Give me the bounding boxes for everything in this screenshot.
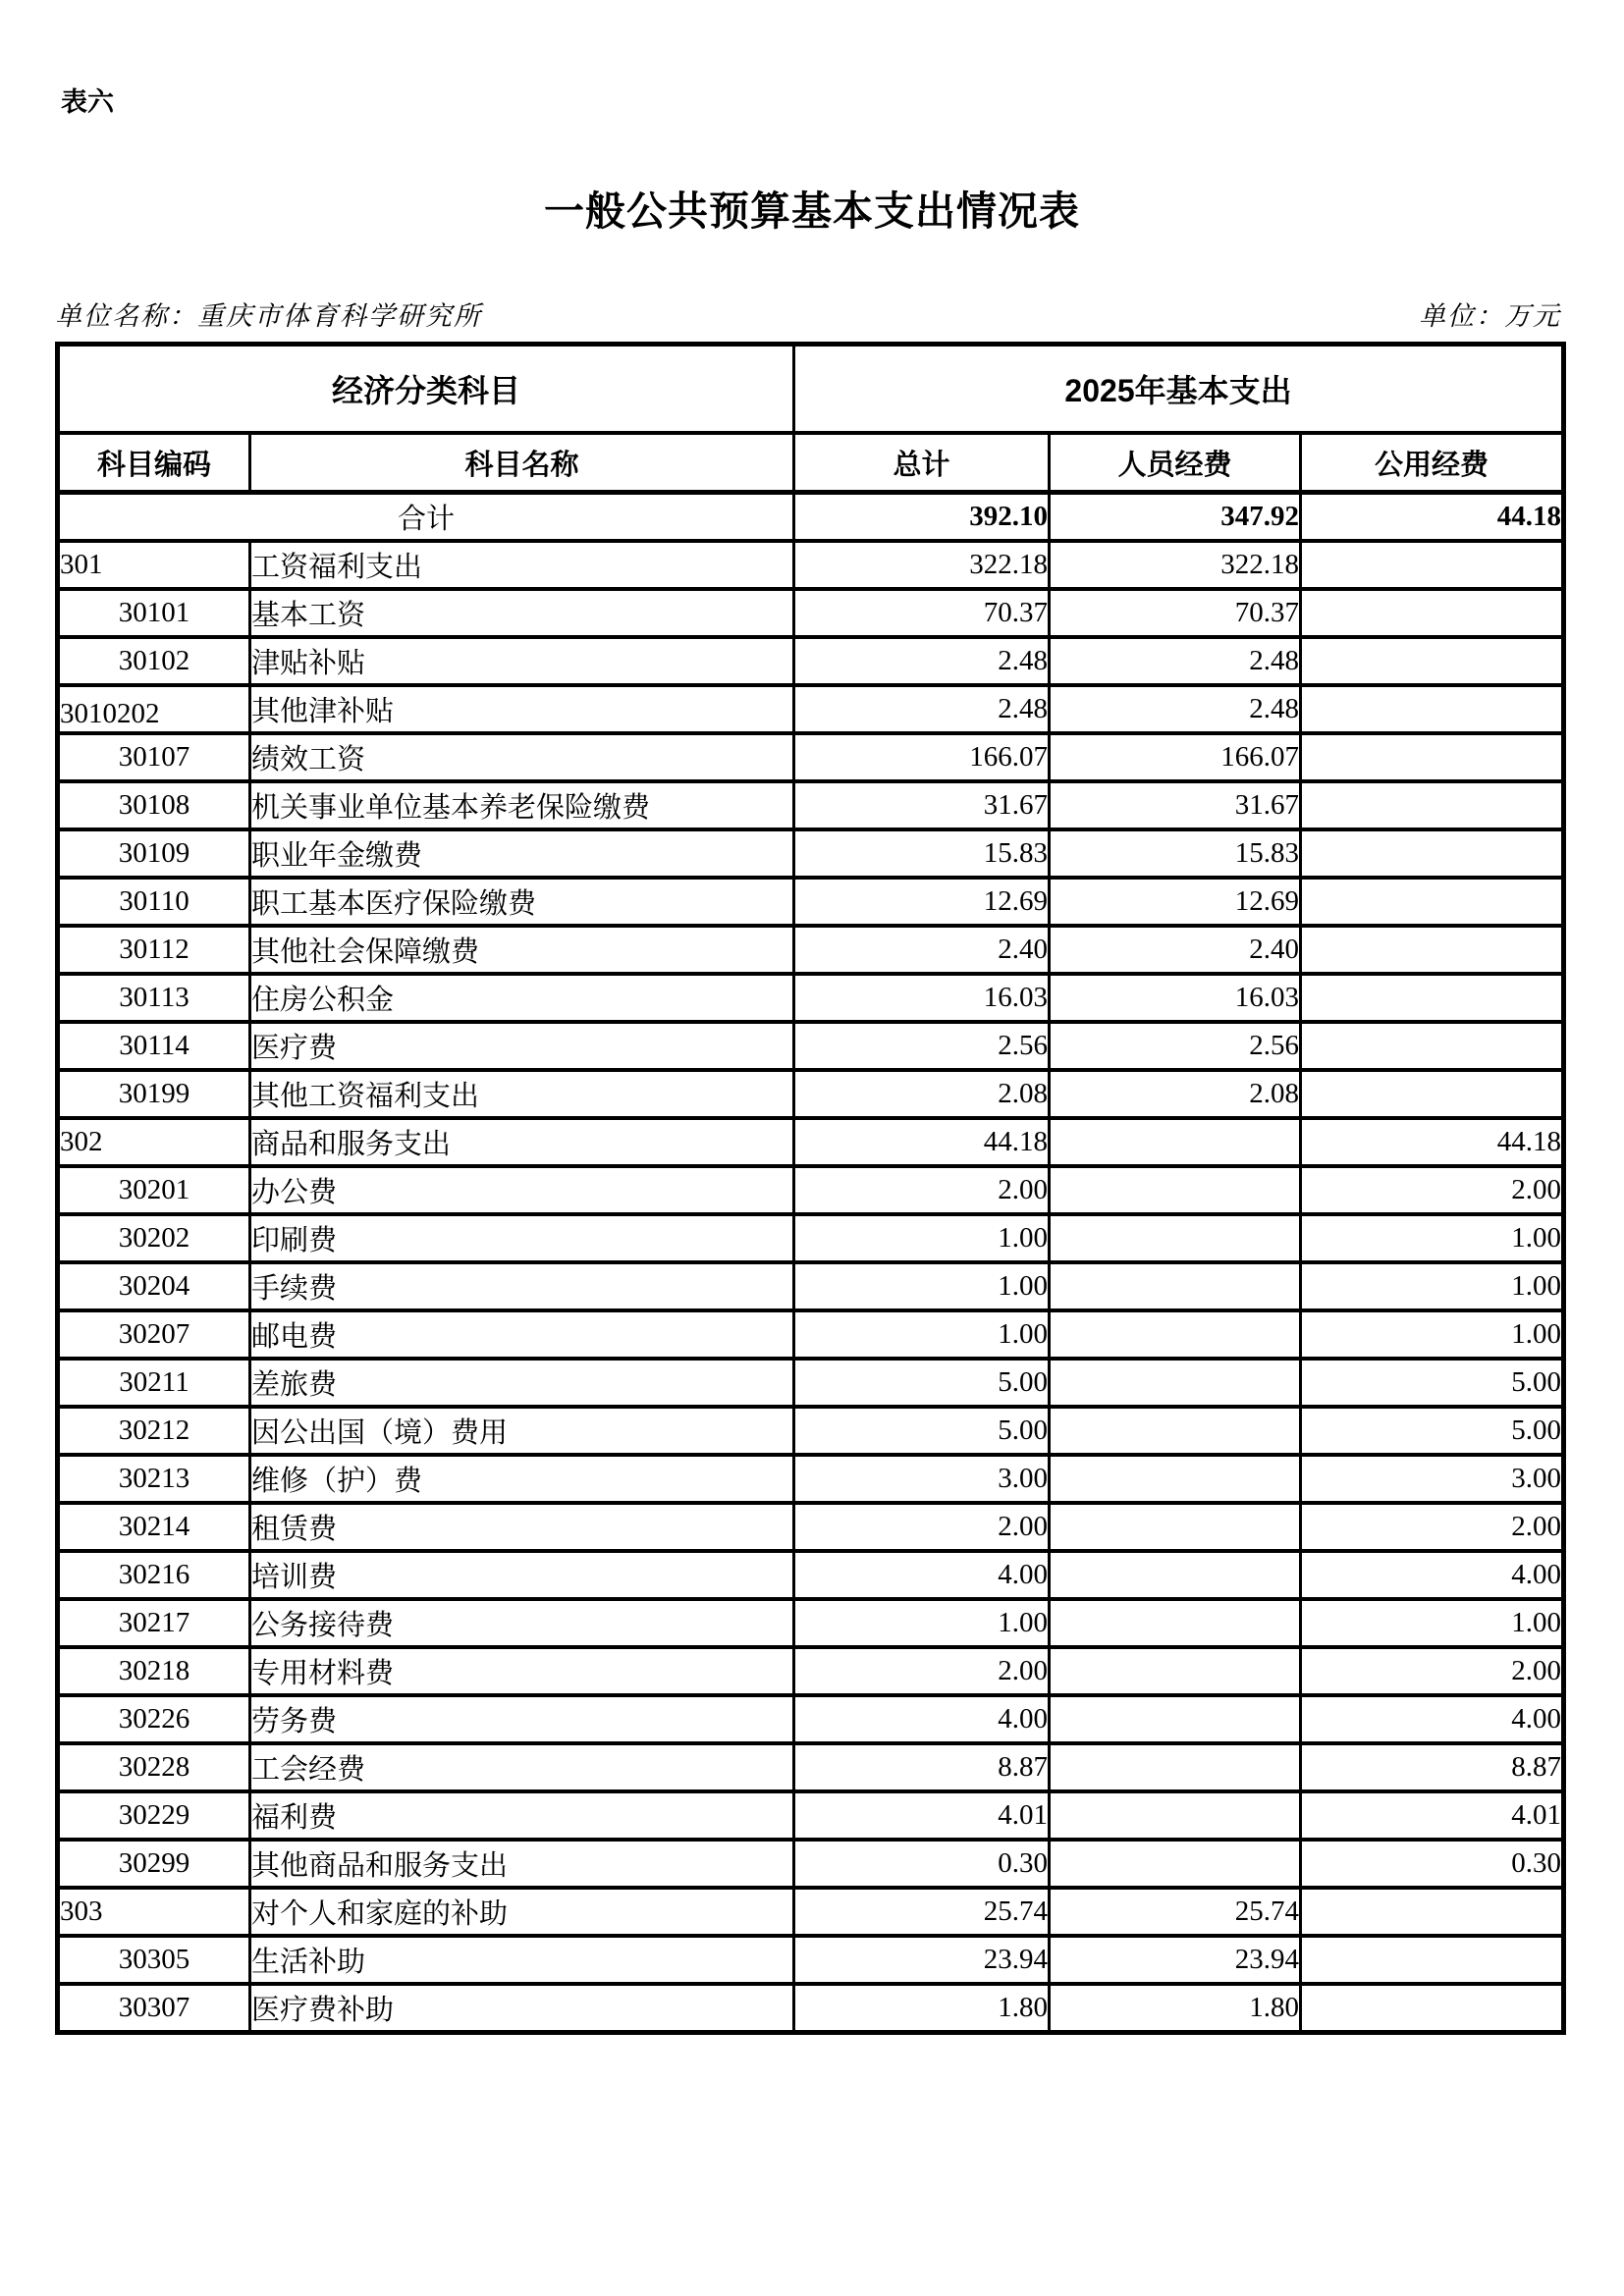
name-cell [250, 1984, 794, 2033]
code-cell [58, 589, 250, 637]
subject-name: 其他工资福利支出 [251, 1081, 480, 1112]
name-cell [250, 733, 794, 781]
personnel-cell [1050, 1791, 1301, 1840]
name-cell [250, 1551, 794, 1599]
name-cell [250, 878, 794, 926]
subject-name: 生活补助 [251, 1947, 366, 1978]
personnel-cell: 31.67 [1050, 781, 1301, 829]
total-cell: 322.18 [794, 541, 1050, 589]
name-cell [250, 1359, 794, 1407]
total-cell: 2.00 [794, 1166, 1050, 1214]
public-cell: 3.00 [1301, 1455, 1564, 1503]
subject-code: 30299 [118, 1847, 190, 1879]
unit-info-line [55, 294, 1561, 333]
personnel-cell: 2.48 [1050, 685, 1301, 733]
public-cell: 4.01 [1301, 1791, 1564, 1840]
total-cell: 4.00 [794, 1551, 1050, 1599]
public-cell [1301, 878, 1564, 926]
subject-code: 30213 [118, 1463, 190, 1494]
subject-name: 职工基本医疗保险缴费 [251, 888, 537, 920]
subject-code: 30226 [118, 1703, 190, 1735]
total-cell: 31.67 [794, 781, 1050, 829]
subject-name: 专用材料费 [251, 1658, 395, 1689]
personnel-cell [1050, 1599, 1301, 1647]
public-cell: 2.00 [1301, 1503, 1564, 1551]
subject-name: 机关事业单位基本养老保险缴费 [251, 792, 651, 824]
personnel-cell: 70.37 [1050, 589, 1301, 637]
column-header-name: 科目名称 [250, 433, 794, 493]
personnel-cell: 2.40 [1050, 926, 1301, 974]
name-cell [250, 1743, 794, 1791]
table-row [58, 1840, 1564, 1888]
code-cell [58, 1743, 250, 1791]
subject-name: 医疗费 [251, 1033, 338, 1064]
total-cell: 2.48 [794, 637, 1050, 685]
subject-code: 30228 [118, 1751, 190, 1783]
name-cell [250, 637, 794, 685]
name-cell [250, 1070, 794, 1118]
subject-code: 3010202 [60, 698, 160, 729]
public-cell: 1.00 [1301, 1599, 1564, 1647]
table-row [58, 781, 1564, 829]
code-cell [58, 1551, 250, 1599]
subject-code: 30204 [118, 1270, 190, 1302]
subject-code: 30218 [118, 1655, 190, 1686]
total-cell: 0.30 [794, 1840, 1050, 1888]
total-cell: 1.00 [794, 1310, 1050, 1359]
table-row [58, 1455, 1564, 1503]
code-cell [58, 685, 250, 733]
public-cell [1301, 733, 1564, 781]
name-cell [250, 1888, 794, 1936]
table-row [58, 1022, 1564, 1070]
name-cell [250, 1647, 794, 1695]
code-cell [58, 1455, 250, 1503]
subject-name: 医疗费补助 [251, 1995, 395, 2026]
subject-code: 30307 [118, 1992, 190, 2023]
name-cell [250, 541, 794, 589]
name-cell [250, 1214, 794, 1262]
total-cell: 2.48 [794, 685, 1050, 733]
table-row [58, 1599, 1564, 1647]
unit-name: 单位名称：重庆市体育科学研究所 [55, 301, 482, 331]
subject-name: 津贴补贴 [251, 648, 366, 679]
code-cell [58, 974, 250, 1022]
personnel-cell: 15.83 [1050, 829, 1301, 878]
subject-code: 30102 [118, 645, 190, 676]
personnel-cell: 1.80 [1050, 1984, 1301, 2033]
total-cell: 2.08 [794, 1070, 1050, 1118]
subject-name: 维修（护）费 [251, 1466, 423, 1497]
column-header-code: 科目编码 [58, 433, 250, 493]
personnel-cell: 2.48 [1050, 637, 1301, 685]
personnel-cell: 322.18 [1050, 541, 1301, 589]
subject-name: 职业年金缴费 [251, 840, 423, 872]
public-cell [1301, 589, 1564, 637]
total-cell: 166.07 [794, 733, 1050, 781]
column-header-public: 公用经费 [1301, 433, 1564, 493]
subject-code: 30305 [118, 1944, 190, 1975]
personnel-cell [1050, 1118, 1301, 1166]
sheet-tag: 表六 [61, 87, 114, 117]
code-cell [58, 878, 250, 926]
code-cell [58, 829, 250, 878]
subject-name: 对个人和家庭的补助 [251, 1898, 509, 1930]
code-cell [58, 1599, 250, 1647]
public-cell [1301, 1888, 1564, 1936]
name-cell [250, 1455, 794, 1503]
subject-name: 工资福利支出 [251, 552, 423, 583]
code-cell [58, 1888, 250, 1936]
total-cell: 25.74 [794, 1888, 1050, 1936]
table-row [58, 926, 1564, 974]
code-cell [58, 1118, 250, 1166]
code-cell [58, 1936, 250, 1984]
page-title: 一般公共预算基本支出情况表 [544, 188, 1080, 234]
total-cell: 2.40 [794, 926, 1050, 974]
name-cell [250, 589, 794, 637]
subject-code: 30112 [119, 934, 189, 965]
personnel-cell: 16.03 [1050, 974, 1301, 1022]
subject-code: 30229 [118, 1799, 190, 1831]
personnel-cell: 166.07 [1050, 733, 1301, 781]
table-row [58, 974, 1564, 1022]
public-cell [1301, 926, 1564, 974]
code-cell [58, 926, 250, 974]
public-cell: 4.00 [1301, 1695, 1564, 1743]
public-cell [1301, 1936, 1564, 1984]
total-cell: 1.00 [794, 1214, 1050, 1262]
name-cell [250, 1840, 794, 1888]
total-cell: 4.01 [794, 1791, 1050, 1840]
subject-name: 印刷费 [251, 1225, 338, 1256]
code-cell [58, 1840, 250, 1888]
total-cell: 1.00 [794, 1262, 1050, 1310]
personnel-cell [1050, 1455, 1301, 1503]
subject-code: 30199 [118, 1078, 190, 1109]
table-row [58, 1551, 1564, 1599]
total-cell: 23.94 [794, 1936, 1050, 1984]
table-row [58, 1407, 1564, 1455]
grand-total-public: 44.18 [1301, 493, 1564, 542]
column-header-total: 总计 [794, 433, 1050, 493]
table-row [58, 829, 1564, 878]
code-cell [58, 1647, 250, 1695]
total-cell: 15.83 [794, 829, 1050, 878]
header-economic-classification: 经济分类科目 [58, 345, 794, 434]
total-cell: 4.00 [794, 1695, 1050, 1743]
table-row [58, 1503, 1564, 1551]
table-row [58, 1743, 1564, 1791]
subject-name: 邮电费 [251, 1321, 338, 1353]
code-cell [58, 1791, 250, 1840]
budget-table [55, 342, 1566, 2035]
code-cell [58, 1070, 250, 1118]
header-group-row [58, 345, 1564, 434]
public-cell [1301, 974, 1564, 1022]
personnel-cell [1050, 1407, 1301, 1455]
subject-name: 商品和服务支出 [251, 1129, 452, 1160]
currency-unit: 单位：万元 [1419, 301, 1561, 331]
table-row [58, 541, 1564, 589]
subject-name: 住房公积金 [251, 985, 395, 1016]
table-body [58, 493, 1564, 2033]
code-cell [58, 1407, 250, 1455]
subject-code: 303 [60, 1896, 103, 1927]
total-cell: 1.00 [794, 1599, 1050, 1647]
code-cell [58, 637, 250, 685]
personnel-cell [1050, 1695, 1301, 1743]
subject-name: 绩效工资 [251, 744, 366, 775]
public-cell: 4.00 [1301, 1551, 1564, 1599]
name-cell [250, 1118, 794, 1166]
public-cell: 5.00 [1301, 1359, 1564, 1407]
table-row [58, 637, 1564, 685]
name-cell [250, 1936, 794, 1984]
personnel-cell [1050, 1214, 1301, 1262]
subject-code: 30217 [118, 1607, 190, 1638]
public-cell [1301, 781, 1564, 829]
total-cell: 5.00 [794, 1359, 1050, 1407]
code-cell [58, 1503, 250, 1551]
subject-name: 手续费 [251, 1273, 338, 1305]
personnel-cell: 2.08 [1050, 1070, 1301, 1118]
table-row [58, 589, 1564, 637]
table-row [58, 733, 1564, 781]
public-cell [1301, 637, 1564, 685]
public-cell [1301, 1070, 1564, 1118]
personnel-cell [1050, 1359, 1301, 1407]
code-cell [58, 1262, 250, 1310]
personnel-cell [1050, 1262, 1301, 1310]
table-row [58, 1118, 1564, 1166]
name-cell [250, 1791, 794, 1840]
subject-code: 30110 [119, 885, 189, 917]
name-cell [250, 1695, 794, 1743]
table-row [58, 1262, 1564, 1310]
code-cell [58, 733, 250, 781]
public-cell [1301, 541, 1564, 589]
personnel-cell: 2.56 [1050, 1022, 1301, 1070]
table-row [58, 685, 1564, 733]
name-cell [250, 974, 794, 1022]
public-cell: 1.00 [1301, 1214, 1564, 1262]
subject-name: 福利费 [251, 1802, 338, 1834]
public-cell: 44.18 [1301, 1118, 1564, 1166]
total-cell: 16.03 [794, 974, 1050, 1022]
name-cell [250, 1503, 794, 1551]
name-cell [250, 1407, 794, 1455]
subject-code: 30108 [118, 789, 190, 821]
total-cell: 2.00 [794, 1647, 1050, 1695]
total-cell: 2.00 [794, 1503, 1050, 1551]
personnel-cell [1050, 1551, 1301, 1599]
subject-name: 其他商品和服务支出 [251, 1850, 509, 1882]
name-cell [250, 781, 794, 829]
personnel-cell: 25.74 [1050, 1888, 1301, 1936]
public-cell: 0.30 [1301, 1840, 1564, 1888]
table-row [58, 1359, 1564, 1407]
public-cell: 1.00 [1301, 1310, 1564, 1359]
subject-code: 30212 [118, 1415, 190, 1446]
subject-name: 因公出国（境）费用 [251, 1417, 509, 1449]
public-cell: 2.00 [1301, 1166, 1564, 1214]
personnel-cell [1050, 1166, 1301, 1214]
name-cell [250, 685, 794, 733]
code-cell [58, 1695, 250, 1743]
name-cell [250, 926, 794, 974]
grand-total-label: 合计 [58, 493, 794, 542]
subject-name: 培训费 [251, 1562, 338, 1593]
name-cell [250, 829, 794, 878]
subject-code: 30109 [118, 837, 190, 869]
subject-code: 30207 [118, 1318, 190, 1350]
code-cell [58, 1214, 250, 1262]
code-cell [58, 1166, 250, 1214]
table-row [58, 1936, 1564, 1984]
total-cell: 5.00 [794, 1407, 1050, 1455]
table-row [58, 878, 1564, 926]
header-2025-basic-expenditure: 2025年基本支出 [794, 345, 1564, 434]
code-cell [58, 1022, 250, 1070]
header-columns-row [58, 433, 1564, 493]
personnel-cell: 12.69 [1050, 878, 1301, 926]
public-cell [1301, 829, 1564, 878]
subject-code: 30216 [118, 1559, 190, 1590]
total-cell: 70.37 [794, 589, 1050, 637]
subject-name: 办公费 [251, 1177, 338, 1208]
table-header [58, 345, 1564, 493]
subject-name: 租赁费 [251, 1514, 338, 1545]
personnel-cell [1050, 1310, 1301, 1359]
public-cell [1301, 1022, 1564, 1070]
public-cell [1301, 1984, 1564, 2033]
table-row [58, 1695, 1564, 1743]
subject-name: 公务接待费 [251, 1610, 395, 1641]
subject-code: 30114 [119, 1030, 189, 1061]
subject-code: 30211 [119, 1366, 189, 1398]
subject-code: 30214 [118, 1511, 190, 1542]
name-cell [250, 1310, 794, 1359]
subject-name: 差旅费 [251, 1369, 338, 1401]
public-cell: 2.00 [1301, 1647, 1564, 1695]
code-cell [58, 541, 250, 589]
name-cell [250, 1262, 794, 1310]
table-row [58, 1984, 1564, 2033]
code-cell [58, 1310, 250, 1359]
table-row [58, 1214, 1564, 1262]
table-row [58, 1791, 1564, 1840]
total-cell: 44.18 [794, 1118, 1050, 1166]
code-cell [58, 1984, 250, 2033]
personnel-cell [1050, 1743, 1301, 1791]
name-cell [250, 1599, 794, 1647]
table-row [58, 1166, 1564, 1214]
subject-code: 30101 [118, 597, 190, 628]
total-cell: 12.69 [794, 878, 1050, 926]
subject-name: 基本工资 [251, 600, 366, 631]
subject-name: 工会经费 [251, 1754, 366, 1786]
code-cell [58, 1359, 250, 1407]
total-cell: 2.56 [794, 1022, 1050, 1070]
public-cell: 1.00 [1301, 1262, 1564, 1310]
subject-code: 301 [60, 549, 103, 580]
personnel-cell [1050, 1647, 1301, 1695]
grand-total-row [58, 493, 1564, 542]
total-cell: 1.80 [794, 1984, 1050, 2033]
public-cell: 5.00 [1301, 1407, 1564, 1455]
total-cell: 8.87 [794, 1743, 1050, 1791]
table-row [58, 1310, 1564, 1359]
table-row [58, 1647, 1564, 1695]
column-header-personnel: 人员经费 [1050, 433, 1301, 493]
table-row [58, 1070, 1564, 1118]
subject-code: 30113 [119, 982, 189, 1013]
subject-name: 其他津补贴 [251, 696, 395, 727]
public-cell: 8.87 [1301, 1743, 1564, 1791]
name-cell [250, 1166, 794, 1214]
subject-name: 劳务费 [251, 1706, 338, 1737]
total-cell: 3.00 [794, 1455, 1050, 1503]
subject-code: 302 [60, 1126, 103, 1157]
table-row [58, 1888, 1564, 1936]
subject-name: 其他社会保障缴费 [251, 936, 480, 968]
grand-total-total: 392.10 [794, 493, 1050, 542]
personnel-cell [1050, 1503, 1301, 1551]
subject-code: 30202 [118, 1222, 190, 1254]
personnel-cell: 23.94 [1050, 1936, 1301, 1984]
public-cell [1301, 685, 1564, 733]
code-cell [58, 781, 250, 829]
subject-code: 30107 [118, 741, 190, 773]
personnel-cell [1050, 1840, 1301, 1888]
subject-code: 30201 [118, 1174, 190, 1205]
grand-total-personnel: 347.92 [1050, 493, 1301, 542]
name-cell [250, 1022, 794, 1070]
